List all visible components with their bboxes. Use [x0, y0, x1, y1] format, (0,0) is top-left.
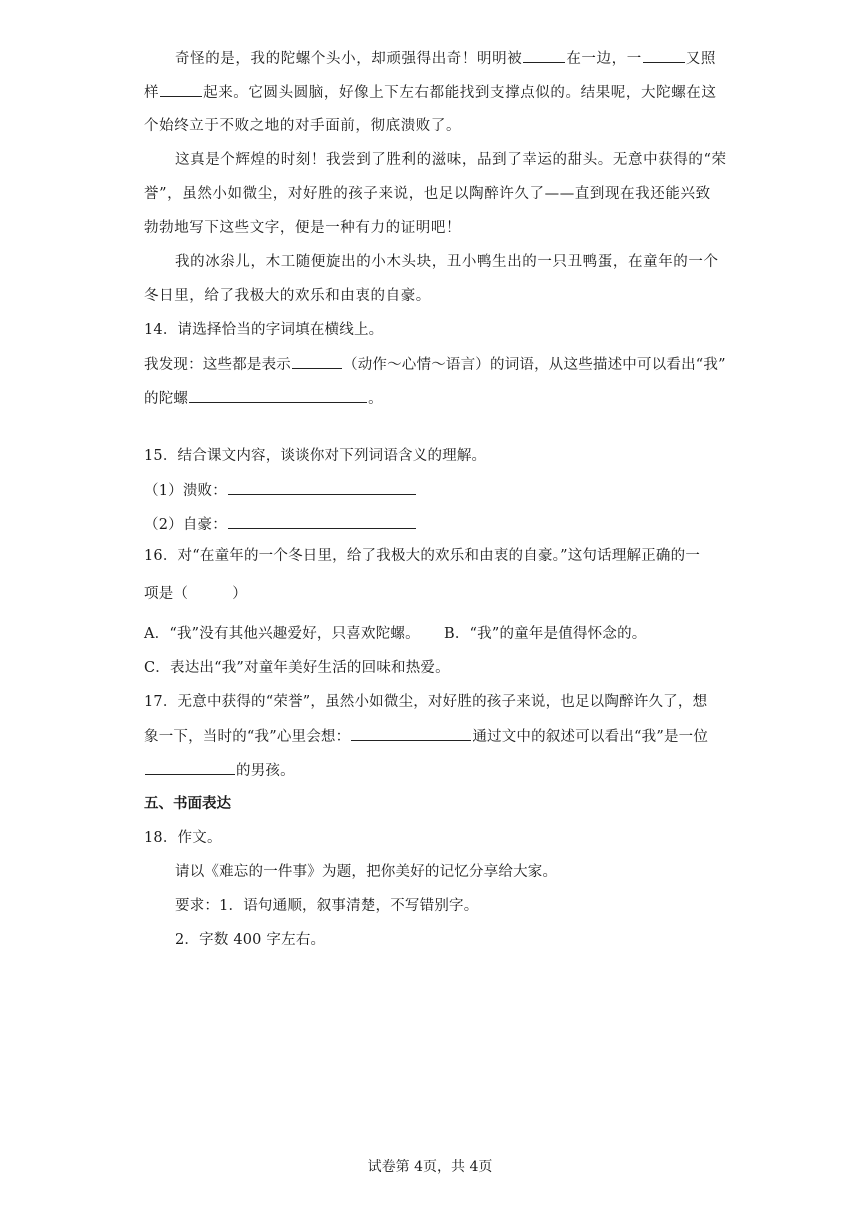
question-text: 的陀螺	[144, 391, 189, 407]
question-text: （1）溃败：	[144, 483, 227, 499]
passage-text: 样	[144, 85, 160, 101]
essay-requirement-2: 2．字数 400 字左右。	[175, 932, 326, 948]
question-16-option-a[interactable]: A．“我”没有其他兴趣爱好，只喜欢陀螺。	[144, 626, 420, 642]
answer-blank[interactable]	[292, 354, 342, 369]
question-17-line3	[144, 760, 295, 781]
passage-p3-line2: 冬日里，给了我极大的欢乐和由衷的自豪。	[144, 288, 431, 304]
page-footer: 试卷第 4页，共 4页	[367, 1159, 493, 1175]
question-15-item2	[144, 514, 417, 535]
essay-requirement-1: 要求：1．语句通顺，叙事清楚，不写错别字。	[175, 898, 479, 914]
question-text: （2）自豪：	[144, 517, 227, 533]
question-16-option-b[interactable]: B．“我”的童年是值得怀念的。	[444, 626, 647, 642]
question-text: 我发现：这些都是表示	[144, 357, 291, 373]
question-17-line1: 17．无意中获得的“荣誉”，虽然小如微尘，对好胜的孩子来说，也足以陶醉许久了，想	[144, 694, 708, 710]
fill-blank[interactable]	[160, 82, 202, 97]
passage-p2-line2: 誉”，虽然小如微尘，对好胜的孩子来说，也足以陶醉许久了——直到现在我还能兴致	[144, 186, 711, 202]
question-18-title: 18．作文。	[144, 830, 222, 846]
question-text: 通过文中的叙述可以看出“我”是一位	[472, 729, 709, 745]
question-16-line2: 项是（ ）	[144, 586, 247, 602]
passage-text: 奇怪的是，我的陀螺个头小，却顽强得出奇！明明被	[175, 51, 523, 67]
passage-text: 在一边，一	[566, 51, 642, 67]
question-17-line2	[144, 726, 708, 747]
question-15-item1	[144, 480, 417, 501]
passage-text: 又照	[685, 51, 717, 67]
question-text: （动作～心情～语言）的词语，从这些描述中可以看出“我”	[343, 357, 726, 373]
passage-text: 起来。它圆头圆脑，好像上下左右都能找到支撑点似的。结果呢，大陀螺在这	[203, 85, 717, 101]
question-14-title: 14．请选择恰当的字词填在横线上。	[144, 322, 384, 338]
passage-p1-line2	[144, 82, 717, 103]
question-text: 。	[368, 391, 383, 407]
answer-blank[interactable]	[351, 726, 471, 741]
section-heading: 五、书面表达	[144, 796, 231, 812]
passage-p1-line1	[175, 48, 716, 69]
answer-blank[interactable]	[145, 760, 235, 775]
essay-prompt: 请以《难忘的一件事》为题，把你美好的记忆分享给大家。	[175, 864, 558, 880]
answer-blank[interactable]	[228, 480, 416, 495]
question-16-line1: 16．对“在童年的一个冬日里，给了我极大的欢乐和由衷的自豪。”这句话理解正确的一	[144, 548, 701, 564]
passage-p2-line1: 这真是个辉煌的时刻！我尝到了胜利的滋味，品到了幸运的甜头。无意中获得的“荣	[175, 152, 727, 168]
question-text: 的男孩。	[236, 763, 295, 779]
question-14-line1	[144, 354, 726, 375]
question-16-option-c[interactable]: C．表达出“我”对童年美好生活的回味和热爱。	[144, 660, 450, 676]
passage-p3-line1: 我的冰尜儿，木工随便旋出的小木头块，丑小鸭生出的一只丑鸭蛋，在童年的一个	[175, 254, 719, 270]
answer-blank[interactable]	[228, 514, 416, 529]
answer-blank[interactable]	[189, 388, 367, 403]
passage-p2-line3: 勃勃地写下这些文字，便是一种有力的证明吧！	[144, 220, 462, 236]
question-15-title: 15．结合课文内容，谈谈你对下列词语含义的理解。	[144, 448, 487, 464]
fill-blank[interactable]	[643, 48, 685, 63]
fill-blank[interactable]	[523, 48, 565, 63]
question-14-line2	[144, 388, 383, 409]
question-text: 象一下，当时的“我”心里会想：	[144, 729, 351, 745]
passage-p1-line3: 个始终立于不败之地的对手面前，彻底溃败了。	[144, 118, 462, 134]
